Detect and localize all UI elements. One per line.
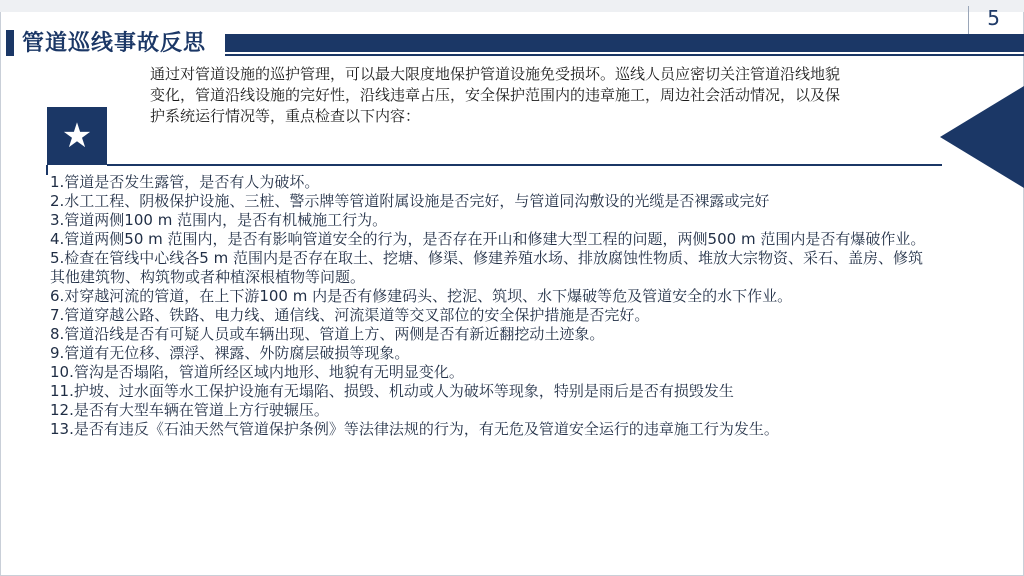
checklist-item: 4.管道两侧50 m 范围内，是否有影响管道安全的行为，是否存在开山和修建大型工程的问题，两侧500 m 范围内是否有爆破作业。 [50,230,926,248]
checklist-item: 8.管道沿线是否有可疑人员或车辆出现、管道上方、两侧是否有新近翻挖动土迹象。 [50,325,605,343]
top-band [0,0,1024,12]
checklist-item: 10.管沟是否塌陷，管道所经区域内地形、地貌有无明显变化。 [50,363,464,381]
checklist-item: 5.检查在管线中心线各5 m 范围内是否存在取土、挖塘、修渠、修建养殖水场、排放腐蚀性物质、堆放大宗物资、采石、盖房、修筑其他建筑物、构筑物或者种植深根植物等问题。 [50,249,924,286]
title-accent-bar [6,30,14,56]
title-decor-line [225,54,1024,56]
checklist-item: 9.管道有无位移、漂浮、裸露、外防腐层破损等现象。 [50,344,410,362]
checklist-item: 13.是否有违反《石油天然气管道保护条例》等法律法规的行为，有无危及管道安全运行的违章施工行为发生。 [50,420,779,438]
checklist-item: 6.对穿越河流的管道，在上下游100 m 内是否有修建码头、挖泥、筑坝、水下爆破等危及管道安全的水下作业。 [50,287,793,305]
star-icon: ★ [47,107,107,165]
checklist-item: 2.水工工程、阴极保护设施、三桩、警示牌等管道附属设施是否完好，与管道同沟敷设的光缆是否裸露或完好 [50,192,770,210]
checklist-item: 12.是否有大型车辆在管道上方行驶辗压。 [50,401,329,419]
checklist-item: 1.管道是否发生露管，是否有人为破坏。 [50,173,320,191]
slide-title: 管道巡线事故反思 [22,31,207,56]
page-number-divider [968,6,969,34]
title-decor-bar [225,34,1024,52]
inspection-checklist [50,173,935,439]
checklist-item: 7.管道穿越公路、铁路、电力线、通信线、河流渠道等交叉部位的安全保护措施是否完好。 [50,306,650,324]
page-number: 5 [987,6,1000,30]
checklist-item: 11.护坡、过水面等水工保护设施有无塌陷、损毁、机动或人为破坏等现象，特别是雨后是否有损毁发生 [50,382,734,400]
checklist-item: 3.管道两侧100 m 范围内，是否有机械施工行为。 [50,211,388,229]
intro-paragraph: 通过对管道设施的巡护管理，可以最大限度地保护管道设施免受损坏。巡线人员应密切关注管道沿线地貌变化，管道沿线设施的完好性，沿线违章占压，安全保护范围内的违章施工，周边社会活动情况，以及保护系统运行情况等，重点检查以下内容： [150,65,841,125]
section-divider-tick [46,165,48,175]
section-divider [107,164,942,166]
right-triangle-decor [940,86,1024,188]
